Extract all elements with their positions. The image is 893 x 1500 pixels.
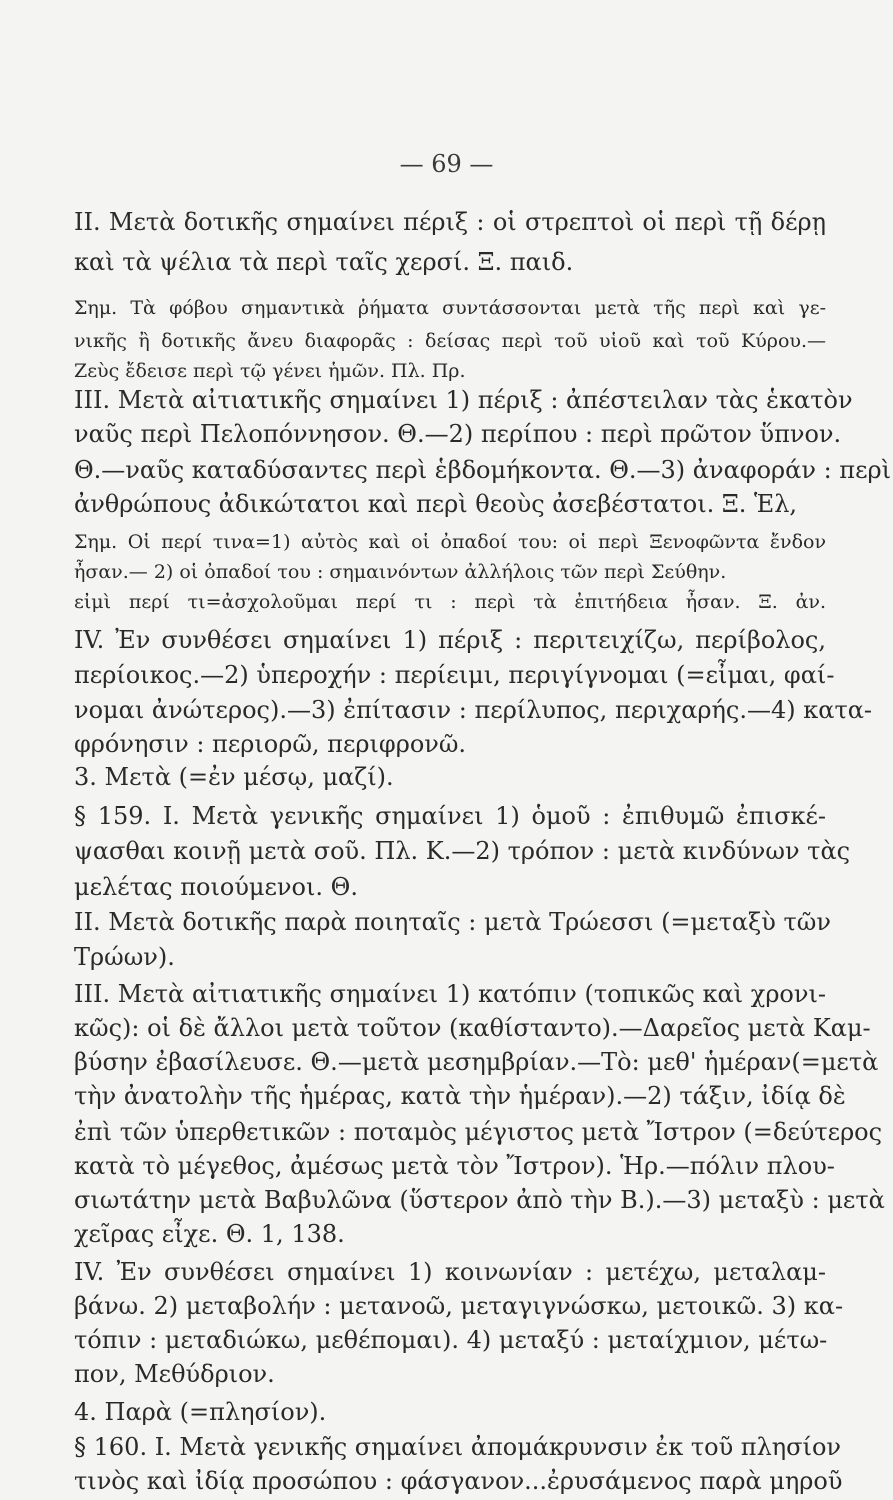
- text-line: ψασθαι κοινῇ μετὰ σοῦ. Πλ. Κ.—2) τρόπον : μετὰ κινδύνων τὰς: [74, 837, 851, 865]
- text-line: νομαι ἀνώτερος).—3) ἐπίτασιν : περίλυπος, περιχαρής.—4) κατα-: [74, 696, 873, 724]
- text-line: σιωτάτην μετὰ Βαβυλῶνα (ὕστερον ἀπὸ τὴν Β.).—3) μεταξὺ : μετὰ: [74, 1186, 885, 1214]
- text-line: ἐπὶ τῶν ὑπερθετικῶν : ποταμὸς μέγιστος μετὰ Ἴστρον (=δεύτερος: [74, 1118, 883, 1146]
- text-line: § 160. I. Μετὰ γενικῆς σημαίνει ἀπομάκρυνσιν ἐκ τοῦ πλησίον: [74, 1433, 842, 1461]
- text-line: II. Μετὰ δοτικῆς σημαίνει πέριξ : οἱ στρεπτοὶ οἱ περὶ τῇ δέρῃ: [74, 208, 826, 236]
- text-line: IV. Ἐν συνθέσει σημαίνει 1) πέριξ : περιτειχίζω, περίβολος,: [74, 626, 826, 654]
- text-line: τόπιν : μεταδιώκω, μεθέπομαι). 4) μεταξύ : μεταίχμιον, μέτω-: [74, 1326, 828, 1354]
- text-line: 4. Παρὰ (=πλησίον).: [74, 1398, 327, 1426]
- text-line: Θ.—ναῦς καταδύσαντες περὶ ἑβδομήκοντα. Θ.—3) ἀναφοράν : περὶ: [74, 456, 892, 484]
- text-line: φρόνησιν : περιορῶ, περιφρονῶ.: [74, 730, 467, 758]
- text-line: πον, Μεθύδριον.: [74, 1360, 275, 1388]
- text-line: Σημ. Τὰ φόβου σημαντικὰ ῥήματα συντάσσονται μετὰ τῆς περὶ καὶ γε-: [74, 297, 826, 319]
- text-line: Τρώων).: [74, 943, 175, 971]
- text-line: τινὸς καὶ ἰδίᾳ προσώπου : φάσγανον...ἐρυσάμενος παρὰ μηροῦ: [74, 1467, 843, 1495]
- text-line: IV. Ἐν συνθέσει σημαίνει 1) κοινωνίαν : μετέχω, μεταλαμ-: [74, 1258, 826, 1286]
- text-line: II. Μετὰ δοτικῆς παρὰ ποιηταῖς : μετὰ Τρώεσσι (=μεταξὺ τῶν: [74, 908, 831, 936]
- text-line: βύσην ἐβασίλευσε. Θ.—μετὰ μεσημβρίαν.—Τὸ: μεθ' ἡμέραν(=μετὰ: [74, 1048, 879, 1076]
- text-line: περίοικος.—2) ὑπεροχήν : περίειμι, περιγίγνομαι (=εἶμαι, φαί-: [74, 661, 835, 689]
- text-line: βάνω. 2) μεταβολήν : μετανοῶ, μεταγιγνώσκω, μετοικῶ. 3) κα-: [74, 1292, 844, 1320]
- text-line: ἦσαν.— 2) οἱ ὀπαδοί του : σημαινόντων ἀλλήλοις τῶν περὶ Σεύθην.: [74, 561, 727, 583]
- text-line: μελέτας ποιούμενοι. Θ.: [74, 873, 358, 901]
- text-line: καὶ τὰ ψέλια τὰ περὶ ταῖς χερσί. Ξ. παιδ.: [74, 248, 574, 276]
- text-line: εἰμὶ περί τι=ἀσχολοῦμαι περί τι : περὶ τὰ ἐπιτήδεια ἦσαν. Ξ. ἀν.: [74, 591, 826, 613]
- text-line: κατὰ τὸ μέγεθος, ἀμέσως μετὰ τὸν Ἴστρον). Ἡρ.—πόλιν πλου-: [74, 1152, 835, 1180]
- text-line: III. Μετὰ αἰτιατικῆς σημαίνει 1) κατόπιν (τοπικῶς καὶ χρονι-: [74, 980, 826, 1008]
- text-line: ναῦς περὶ Πελοπόννησον. Θ.—2) περίπου : περὶ πρῶτον ὕπνον.: [74, 420, 842, 448]
- text-line: ἀνθρώπους ἀδικώτατοι καὶ περὶ θεοὺς ἀσεβέστατοι. Ξ. Ἑλ,: [74, 490, 798, 518]
- text-line: Σημ. Οἱ περί τινα=1) αὐτὸς καὶ οἱ ὀπαδοί του: οἱ περὶ Ξενοφῶντα ἔνδον: [74, 531, 826, 553]
- text-line: κῶς): οἱ δὲ ἄλλοι μετὰ τοῦτον (καθίσταντο).—Δαρεῖος μετὰ Καμ-: [74, 1014, 871, 1042]
- text-line: III. Μετὰ αἰτιατικῆς σημαίνει 1) πέριξ : ἀπέστειλαν τὰς ἑκατὸν: [74, 386, 853, 414]
- text-line: χεῖρας εἶχε. Θ. 1, 138.: [74, 1220, 345, 1248]
- text-line: § 159. I. Μετὰ γενικῆς σημαίνει 1) ὁμοῦ : ἐπιθυμῶ ἐπισκέ-: [74, 802, 826, 830]
- text-line: 3. Μετὰ (=ἐν μέσῳ, μαζί).: [74, 763, 394, 791]
- page-number: — 69 —: [399, 150, 494, 178]
- text-line: νικῆς ἢ δοτικῆς ἄνευ διαφορᾶς : δείσας περὶ τοῦ υἱοῦ καὶ τοῦ Κύρου.—: [74, 330, 826, 352]
- text-line: τὴν ἀνατολὴν τῆς ἡμέρας, κατὰ τὴν ἡμέραν).—2) τάξιν, ἰδίᾳ δὲ: [74, 1082, 846, 1110]
- text-line: Ζεὺς ἔδεισε περὶ τῷ γένει ἡμῶν. Πλ. Πρ.: [74, 360, 466, 382]
